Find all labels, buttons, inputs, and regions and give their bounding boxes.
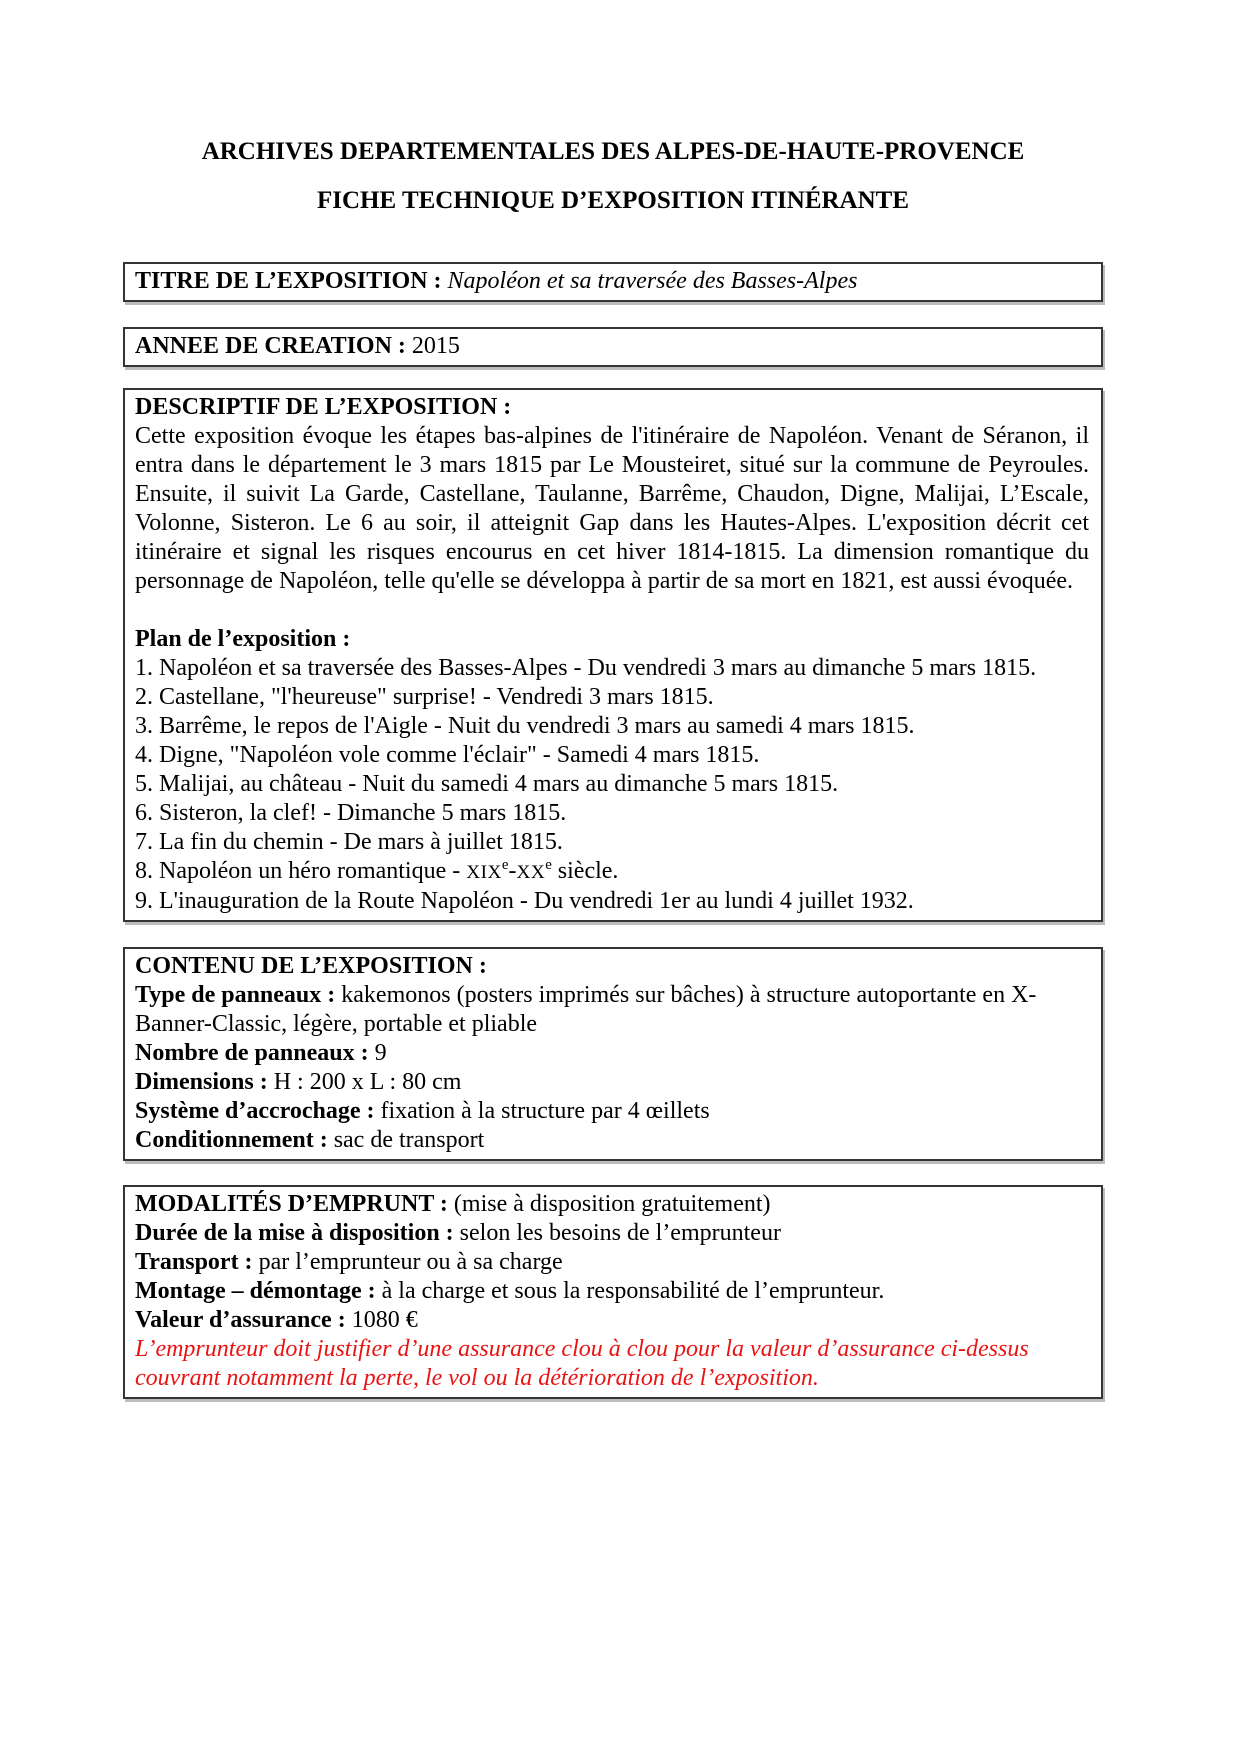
- year-label: ANNEE DE CREATION :: [135, 333, 406, 359]
- modalites-heading-row: [135, 1190, 1089, 1219]
- plan-item-9: 9. L'inauguration de la Route Napoléon - Du vendredi 1er au lundi 4 juillet 1932.: [135, 888, 914, 914]
- plan-heading: Plan de l’exposition :: [135, 626, 351, 652]
- field-conditionnement-label: Conditionnement :: [135, 1127, 328, 1153]
- modalites-box: [123, 1185, 1103, 1399]
- plan-item-6: 6. Sisteron, la clef! - Dimanche 5 mars 1815.: [135, 800, 567, 826]
- descriptif-box: [123, 388, 1103, 922]
- plan-item-8-sup-2: e: [545, 857, 552, 873]
- field-accrochage-label: Système d’accrochage :: [135, 1098, 375, 1124]
- descriptif-paragraph: Cette exposition évoque les étapes bas-alpines de l'itinéraire de Napoléon. Venant de Séranon, il entra dans le département le 3 mars 1815 par Le Mousteiret, situé sur la commune de Peyroules. Ensuite, il suivit La Garde, Castellane, Taulanne, Barrême, Chaudon, Digne, Malijai, L’Escale, Volonne, Sisteron. Le 6 au soir, il atteignit Gap dans les Hautes-Alpes. L'exposition décrit cet itinéraire et signal les risques encourus en cet hiver 1814-1815. La dimension romantique du personnage de Napoléon, telle qu'elle se développa à partir de sa mort en 1821, est aussi évoquée.: [135, 423, 1089, 594]
- title-label: TITRE DE L’EXPOSITION :: [135, 268, 442, 294]
- plan-item-4: 4. Digne, "Napoléon vole comme l'éclair" - Samedi 4 mars 1815.: [135, 742, 760, 768]
- document-title-line2: FICHE TECHNIQUE D’EXPOSITION ITINÉRANTE: [316, 187, 910, 214]
- field-nombre-panneaux-label: Nombre de panneaux :: [135, 1040, 369, 1066]
- field-transport: [135, 1248, 1089, 1277]
- field-assurance: [135, 1306, 1089, 1335]
- field-montage-label: Montage – démontage :: [135, 1278, 376, 1304]
- plan-item-5: 5. Malijai, au château - Nuit du samedi 4 mars au dimanche 5 mars 1815.: [135, 771, 839, 797]
- field-duree-value: selon les besoins de l’emprunteur: [459, 1220, 781, 1246]
- document-content: [123, 0, 1103, 1399]
- contenu-heading: CONTENU DE L’EXPOSITION :: [135, 953, 487, 979]
- year-box: [123, 327, 1103, 367]
- field-conditionnement: [135, 1126, 1089, 1155]
- title-box: [123, 262, 1103, 302]
- field-accrochage-value: fixation à la structure par 4 œillets: [380, 1098, 710, 1124]
- field-type-panneaux: [135, 981, 1089, 1039]
- plan-item-8-sup-1: e: [501, 857, 509, 873]
- insurance-notice: L’emprunteur doit justifier d’une assurance clou à clou pour la valeur d’assurance ci-dessus couvrant notamment la perte, le vol ou la détérioration de l’exposition.: [135, 1336, 1029, 1391]
- plan-item-8-century-19: XIX: [466, 862, 502, 883]
- modalites-heading: MODALITÉS D’EMPRUNT :: [135, 1191, 448, 1217]
- field-duree-label: Durée de la mise à disposition :: [135, 1220, 454, 1246]
- plan-item-8-suffix: siècle.: [551, 858, 619, 884]
- plan-item-8-text: 8. Napoléon un héro romantique -: [135, 858, 467, 884]
- modalites-heading-suffix: (mise à disposition gratuitement): [453, 1191, 771, 1217]
- field-nombre-panneaux: [135, 1039, 1089, 1068]
- field-type-panneaux-value: kakemonos (posters imprimés sur bâches) à structure autoportante en X-Banner-Classic, légère, portable et pliable: [135, 982, 1037, 1037]
- plan-item-8-century-20: XX: [516, 862, 546, 883]
- plan-item-1: 1. Napoléon et sa traversée des Basses-Alpes - Du vendredi 3 mars au dimanche 5 mars 1815.: [135, 655, 1037, 681]
- field-transport-value: par l’emprunteur ou à sa charge: [258, 1249, 563, 1275]
- title-value: Napoléon et sa traversée des Basses-Alpes: [447, 268, 858, 294]
- document-title-line1: ARCHIVES DEPARTEMENTALES DES ALPES-DE-HAUTE-PROVENCE: [201, 138, 1025, 165]
- year-row: [135, 332, 1089, 361]
- field-nombre-panneaux-value: 9: [374, 1040, 387, 1066]
- plan-item-2: 2. Castellane, "l'heureuse" surprise! - Vendredi 3 mars 1815.: [135, 684, 714, 710]
- field-conditionnement-value: sac de transport: [333, 1127, 485, 1153]
- plan-item-8-dash: -: [508, 858, 517, 884]
- field-type-panneaux-label: Type de panneaux :: [135, 982, 336, 1008]
- plan-item-7: 7. La fin du chemin - De mars à juillet 1815.: [135, 829, 563, 855]
- title-row: [135, 267, 1089, 296]
- field-dimensions: [135, 1068, 1089, 1097]
- field-montage-value: à la charge et sous la responsabilité de l’emprunteur.: [381, 1278, 885, 1304]
- field-montage: [135, 1277, 1089, 1306]
- field-assurance-label: Valeur d’assurance :: [135, 1307, 346, 1333]
- plan-item-3: 3. Barrême, le repos de l'Aigle - Nuit du vendredi 3 mars au samedi 4 mars 1815.: [135, 713, 915, 739]
- field-assurance-value: 1080 €: [351, 1307, 418, 1333]
- field-dimensions-value: H : 200 x L : 80 cm: [273, 1069, 462, 1095]
- field-dimensions-label: Dimensions :: [135, 1069, 268, 1095]
- field-accrochage: [135, 1097, 1089, 1126]
- contenu-box: [123, 947, 1103, 1161]
- field-transport-label: Transport :: [135, 1249, 253, 1275]
- year-value: 2015: [411, 333, 460, 359]
- field-duree: [135, 1219, 1089, 1248]
- descriptif-heading: DESCRIPTIF DE L’EXPOSITION :: [135, 394, 512, 420]
- plan-item-8: [135, 857, 1089, 887]
